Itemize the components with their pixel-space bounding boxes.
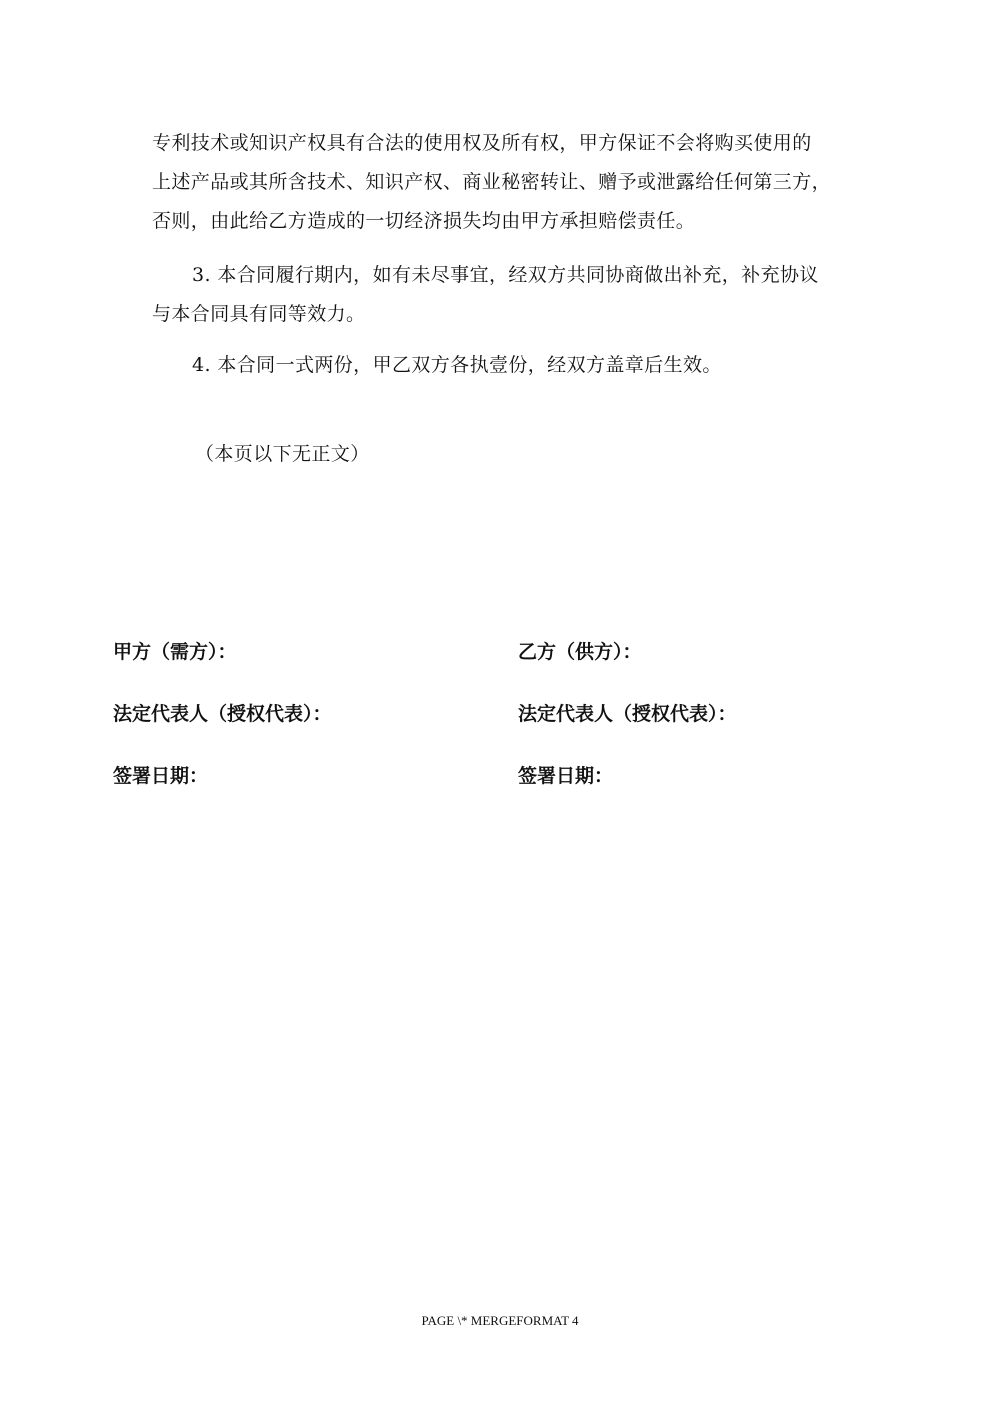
- party-b-representative-label: 法定代表人（授权代表）：: [518, 703, 737, 725]
- clause-3: [152, 256, 872, 334]
- party-a-date-label: 签署日期：: [113, 765, 209, 787]
- clause-4: [152, 346, 872, 385]
- paragraph-line: 专利技术或知识产权具有合法的使用权及所有权，甲方保证不会将购买使用的: [152, 132, 812, 154]
- paragraph-line: 与本合同具有同等效力。: [152, 303, 366, 325]
- party-b-label: 乙方（供方）：: [518, 641, 642, 663]
- no-text-below-note: （本页以下无正文）: [195, 443, 370, 465]
- paragraph-line: 否则，由此给乙方造成的一切经济损失均由甲方承担赔偿责任。: [152, 210, 696, 232]
- party-b-date-label: 签署日期：: [518, 765, 614, 787]
- party-a-representative-label: 法定代表人（授权代表）：: [113, 703, 332, 725]
- paragraph-line: 4. 本合同一式两份，甲乙双方各执壹份，经双方盖章后生效。: [192, 354, 722, 376]
- paragraph-ip-rights: [152, 124, 872, 241]
- party-a-label: 甲方（需方）：: [113, 641, 237, 663]
- paragraph-line: 上述产品或其所含技术、知识产权、商业秘密转让、赠予或泄露给任何第三方，: [152, 171, 832, 193]
- paragraph-line: 3. 本合同履行期内，如有未尽事宜，经双方共同协商做出补充，补充协议: [192, 264, 819, 286]
- page-footer: PAGE \* MERGEFORMAT 4: [421, 1313, 579, 1328]
